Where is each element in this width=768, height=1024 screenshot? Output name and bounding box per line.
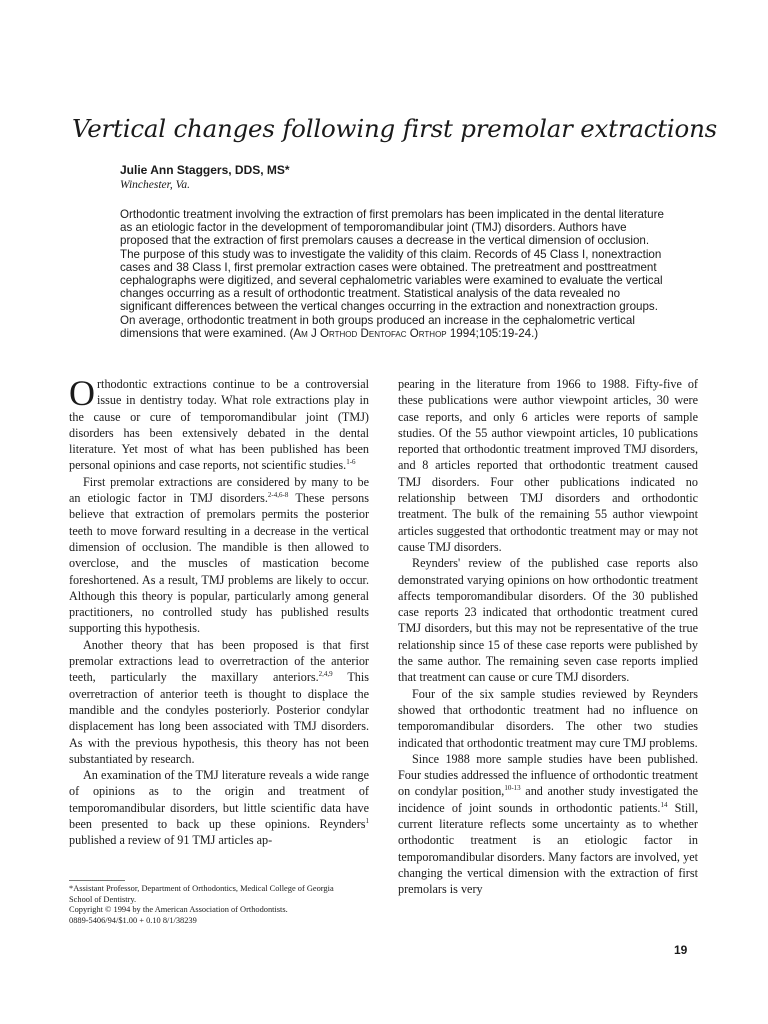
- author-name: Julie Ann Staggers, DDS, MS*: [120, 163, 290, 177]
- page-number: 19: [674, 943, 688, 957]
- reference-superscript: 1-6: [346, 458, 356, 467]
- paragraph: pearing in the literature from 1966 to 1988. Fifty-five of these publications were author viewpoint articles, 30 were case reports, and only 6 articles were reports of sample studies. Of the 55 author viewpoint articles, 10 publications reported that orthodontic treatment improved TMJ disorders, and 8 articles reported that orthodontic treatment caused TMJ disorders. Four other publications indicated no relationship between TMJ disorders and orthodontic treatment. The bulk of the remaining 55 author viewpoint articles suggested that orthodontic treatment may or may not cause TMJ disorders.: [398, 377, 698, 554]
- footnote-line: 0889-5406/94/$1.00 + 0.10 8/1/38239: [69, 915, 197, 925]
- paragraph: [398, 751, 698, 898]
- abstract-citation: (Am J Orthod Dentofac Orthop 1994;105:19-24.): [289, 326, 539, 340]
- abstract-text: Orthodontic treatment involving the extraction of first premolars has been implicated in the dental literature as an etiologic factor in the development of temporomandibular joint (TMJ) disorders. Authors have proposed that the extraction of first premolars causes a decrease in the vertical dimension of occlusion. The purpose of this study was to investigate the validity of this claim. Records of 45 Class I, nonextraction cases and 38 Class I, first premolar extraction cases were obtained. The pretreatment and posttreatment cephalographs were digitized, and several cephalometric variables were examined to evaluate the vertical changes occurring as a result of orthodontic treatment. Statistical analysis of the data revealed no significant differences between the vertical changes occurring in the extraction and nonextraction groups. On average, orthodontic treatment in both groups produced an increase in the cephalometric vertical dimensions that were examined.: [120, 208, 664, 340]
- reference-superscript: 14: [660, 800, 668, 809]
- paragraph: [69, 767, 369, 848]
- reference-superscript: 2-4,6-8: [267, 491, 289, 500]
- paragraph-text: Another theory that has been proposed is that first premolar extractions lead to overretraction of the anterior teeth, particularly the maxillary anteriors.: [69, 637, 369, 685]
- paragraph: [69, 474, 369, 637]
- body-column-right: [398, 376, 698, 898]
- paragraph-text: Still, current literature reflects some uncertainty as to whether orthodontic treatment is an etiologic factor in temporomandibular disorders. Many factors are involved, yet changing the vertical dimension with the extraction of first premolars is very: [398, 800, 698, 897]
- paragraph-text: These persons believe that extraction of premolars permits the posterior teeth to move forward resulting in a decrease in the vertical dimension of occlusion. The mandible is then allowed to overclose, and the muscles of mastication become foreshortened. As a result, TMJ problems are likely to occur. Although this theory is popular, particularly among general practitioners, no controlled study has published results supporting this hypothesis.: [69, 491, 369, 636]
- paragraph-text: published a review of 91 TMJ articles ap-: [69, 833, 273, 848]
- paragraph-text: rthodontic extractions continue to be a controversial issue in dentistry today. What role extractions play in the cause or cure of temporomandibular joint (TMJ) disorders has been extensively debated in the dental literature. Yet most of what has been published has been personal opinions and case reports, not scientific studies.: [69, 377, 369, 473]
- body-column-left: [69, 373, 369, 849]
- reference-superscript: 1: [365, 816, 369, 825]
- paragraph: [69, 373, 369, 474]
- paragraph-text: First premolar extractions are considered by many to be an etiologic factor in TMJ disorders.: [69, 474, 369, 506]
- paragraph: [69, 637, 369, 767]
- paragraph: Four of the six sample studies reviewed by Reynders showed that orthodontic treatment had no influence on temporomandibular disorders. The other two studies indicated that orthodontic treatment may cure TMJ problems.: [398, 686, 698, 750]
- footnote-line: School of Dentistry.: [69, 894, 137, 904]
- paragraph-text: This overretraction of anterior teeth is thought to displace the mandible and the condyles posteriorly. Posterior condylar displacement has long been associated with TMJ disorders. As with the previous hypothesis, this theory has not been substantiated by research.: [69, 670, 369, 766]
- article-title: Vertical changes following first premolar extractions: [72, 114, 718, 143]
- reference-superscript: 10-13: [504, 784, 521, 793]
- author-affiliation: Winchester, Va.: [120, 179, 190, 191]
- paragraph: Reynders' review of the published case reports also demonstrated varying opinions on how orthodontic treatment affects temporomandibular disorders. Of the 30 published case reports 23 indicated that orthodontic treatment cured TMJ disorders, but this may not be representative of the true relationship since 15 of these case reports were published by the same author. The remaining seven case reports implied that treatment can cause or cure TMJ disorders.: [398, 556, 698, 685]
- drop-cap: O: [69, 373, 95, 413]
- paragraph-text: and another study investigated the incidence of joint sounds in orthodontic patients.: [398, 784, 698, 815]
- footnote-divider: [69, 880, 125, 881]
- paragraph-text: An examination of the TMJ literature reveals a wide range of opinions as to the origin and treatment of temporomandibular disorders, but little scientific data have been presented to back up these opinions. Reynders: [69, 768, 369, 832]
- paragraph-text: Since 1988 more sample studies have been published. Four studies addressed the influence of orthodontic treatment on condylar position,: [398, 751, 698, 799]
- footnote: [69, 884, 369, 926]
- footnote-line: *Assistant Professor, Department of Orthodontics, Medical College of Georgia: [69, 884, 334, 893]
- footnote-line: Copyright © 1994 by the American Association of Orthodontists.: [69, 905, 288, 915]
- abstract: [120, 208, 666, 340]
- reference-superscript: 2,4,9: [318, 670, 333, 679]
